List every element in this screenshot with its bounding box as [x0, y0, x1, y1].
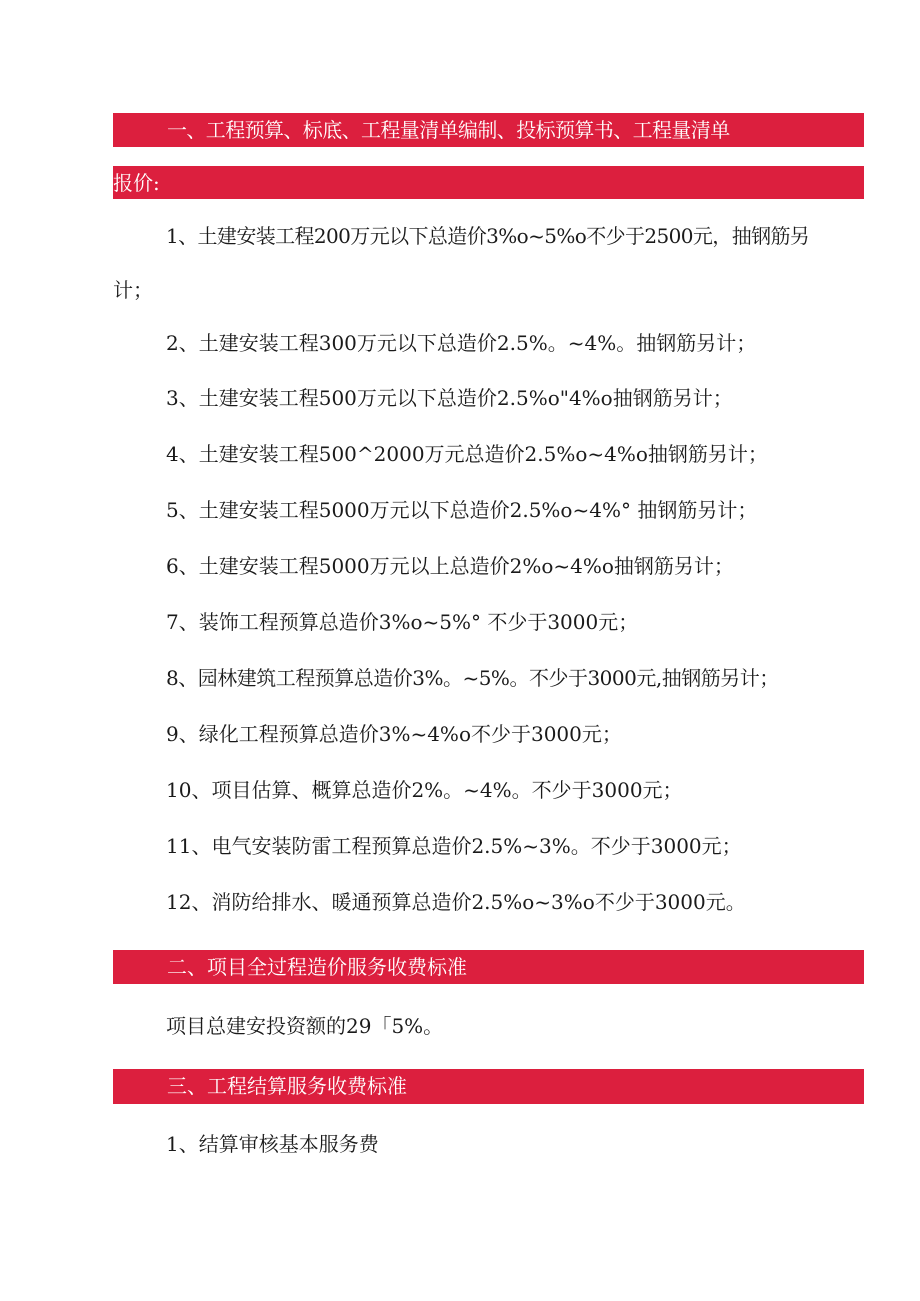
section-1-item-11: 11、电气安装防雷工程预算总造价2.5%~3%。不少于3000元； [166, 834, 742, 858]
section-1-item-8: 8、园林建筑工程预算总造价3%。~5%。不少于3000元,抽钢筋另计； [166, 666, 779, 690]
section-1-item-5: 5、土建安装工程5000万元以下总造价2.5%o~4%° 抽钢筋另计； [166, 498, 758, 522]
section-3-item-1: 1、结算审核基本服务费 [166, 1132, 379, 1156]
section-1-heading-band-1 [113, 113, 864, 147]
section-2-text: 项目总建安投资额的29「5%。 [166, 1014, 444, 1038]
section-1-item-12: 12、消防给排水、暖通预算总造价2.5%o~3%o不少于3000元。 [166, 890, 746, 914]
section-1-heading-band-2 [113, 166, 864, 199]
section-1-item-2: 2、土建安装工程300万元以下总造价2.5%。~4%。抽钢筋另计； [166, 331, 757, 355]
section-1-item-1: 1、土建安装工程200万元以下总造价3%o~5%o不少于2500元，抽钢筋另 [166, 224, 810, 248]
section-1-item-7: 7、装饰工程预算总造价3%o~5%° 不少于3000元； [166, 610, 639, 634]
section-1-item-9: 9、绿化工程预算总造价3%~4%o不少于3000元； [166, 722, 622, 746]
section-1-heading-line-2: 报价: [113, 171, 160, 195]
section-3-heading: 三、工程结算服务收费标准 [167, 1074, 407, 1098]
section-1-heading-line-1: 一、工程预算、标底、工程量清单编制、投标预算书、工程量清单 [167, 118, 730, 142]
section-2-heading: 二、项目全过程造价服务收费标准 [167, 955, 467, 979]
section-3-heading-band [113, 1069, 864, 1104]
section-1-item-10: 10、项目估算、概算总造价2%。~4%。不少于3000元； [166, 778, 683, 802]
section-1-item-6: 6、土建安装工程5000万元以上总造价2%o~4%o抽钢筋另计； [166, 554, 734, 578]
section-2-heading-band [113, 950, 864, 984]
section-1-item-1-cont: 计； [113, 278, 153, 302]
section-1-item-3: 3、土建安装工程500万元以下总造价2.5%o"4%o抽钢筋另计； [166, 386, 733, 410]
section-1-item-4: 4、土建安装工程500^2000万元总造价2.5%o~4%o抽钢筋另计； [166, 442, 768, 466]
